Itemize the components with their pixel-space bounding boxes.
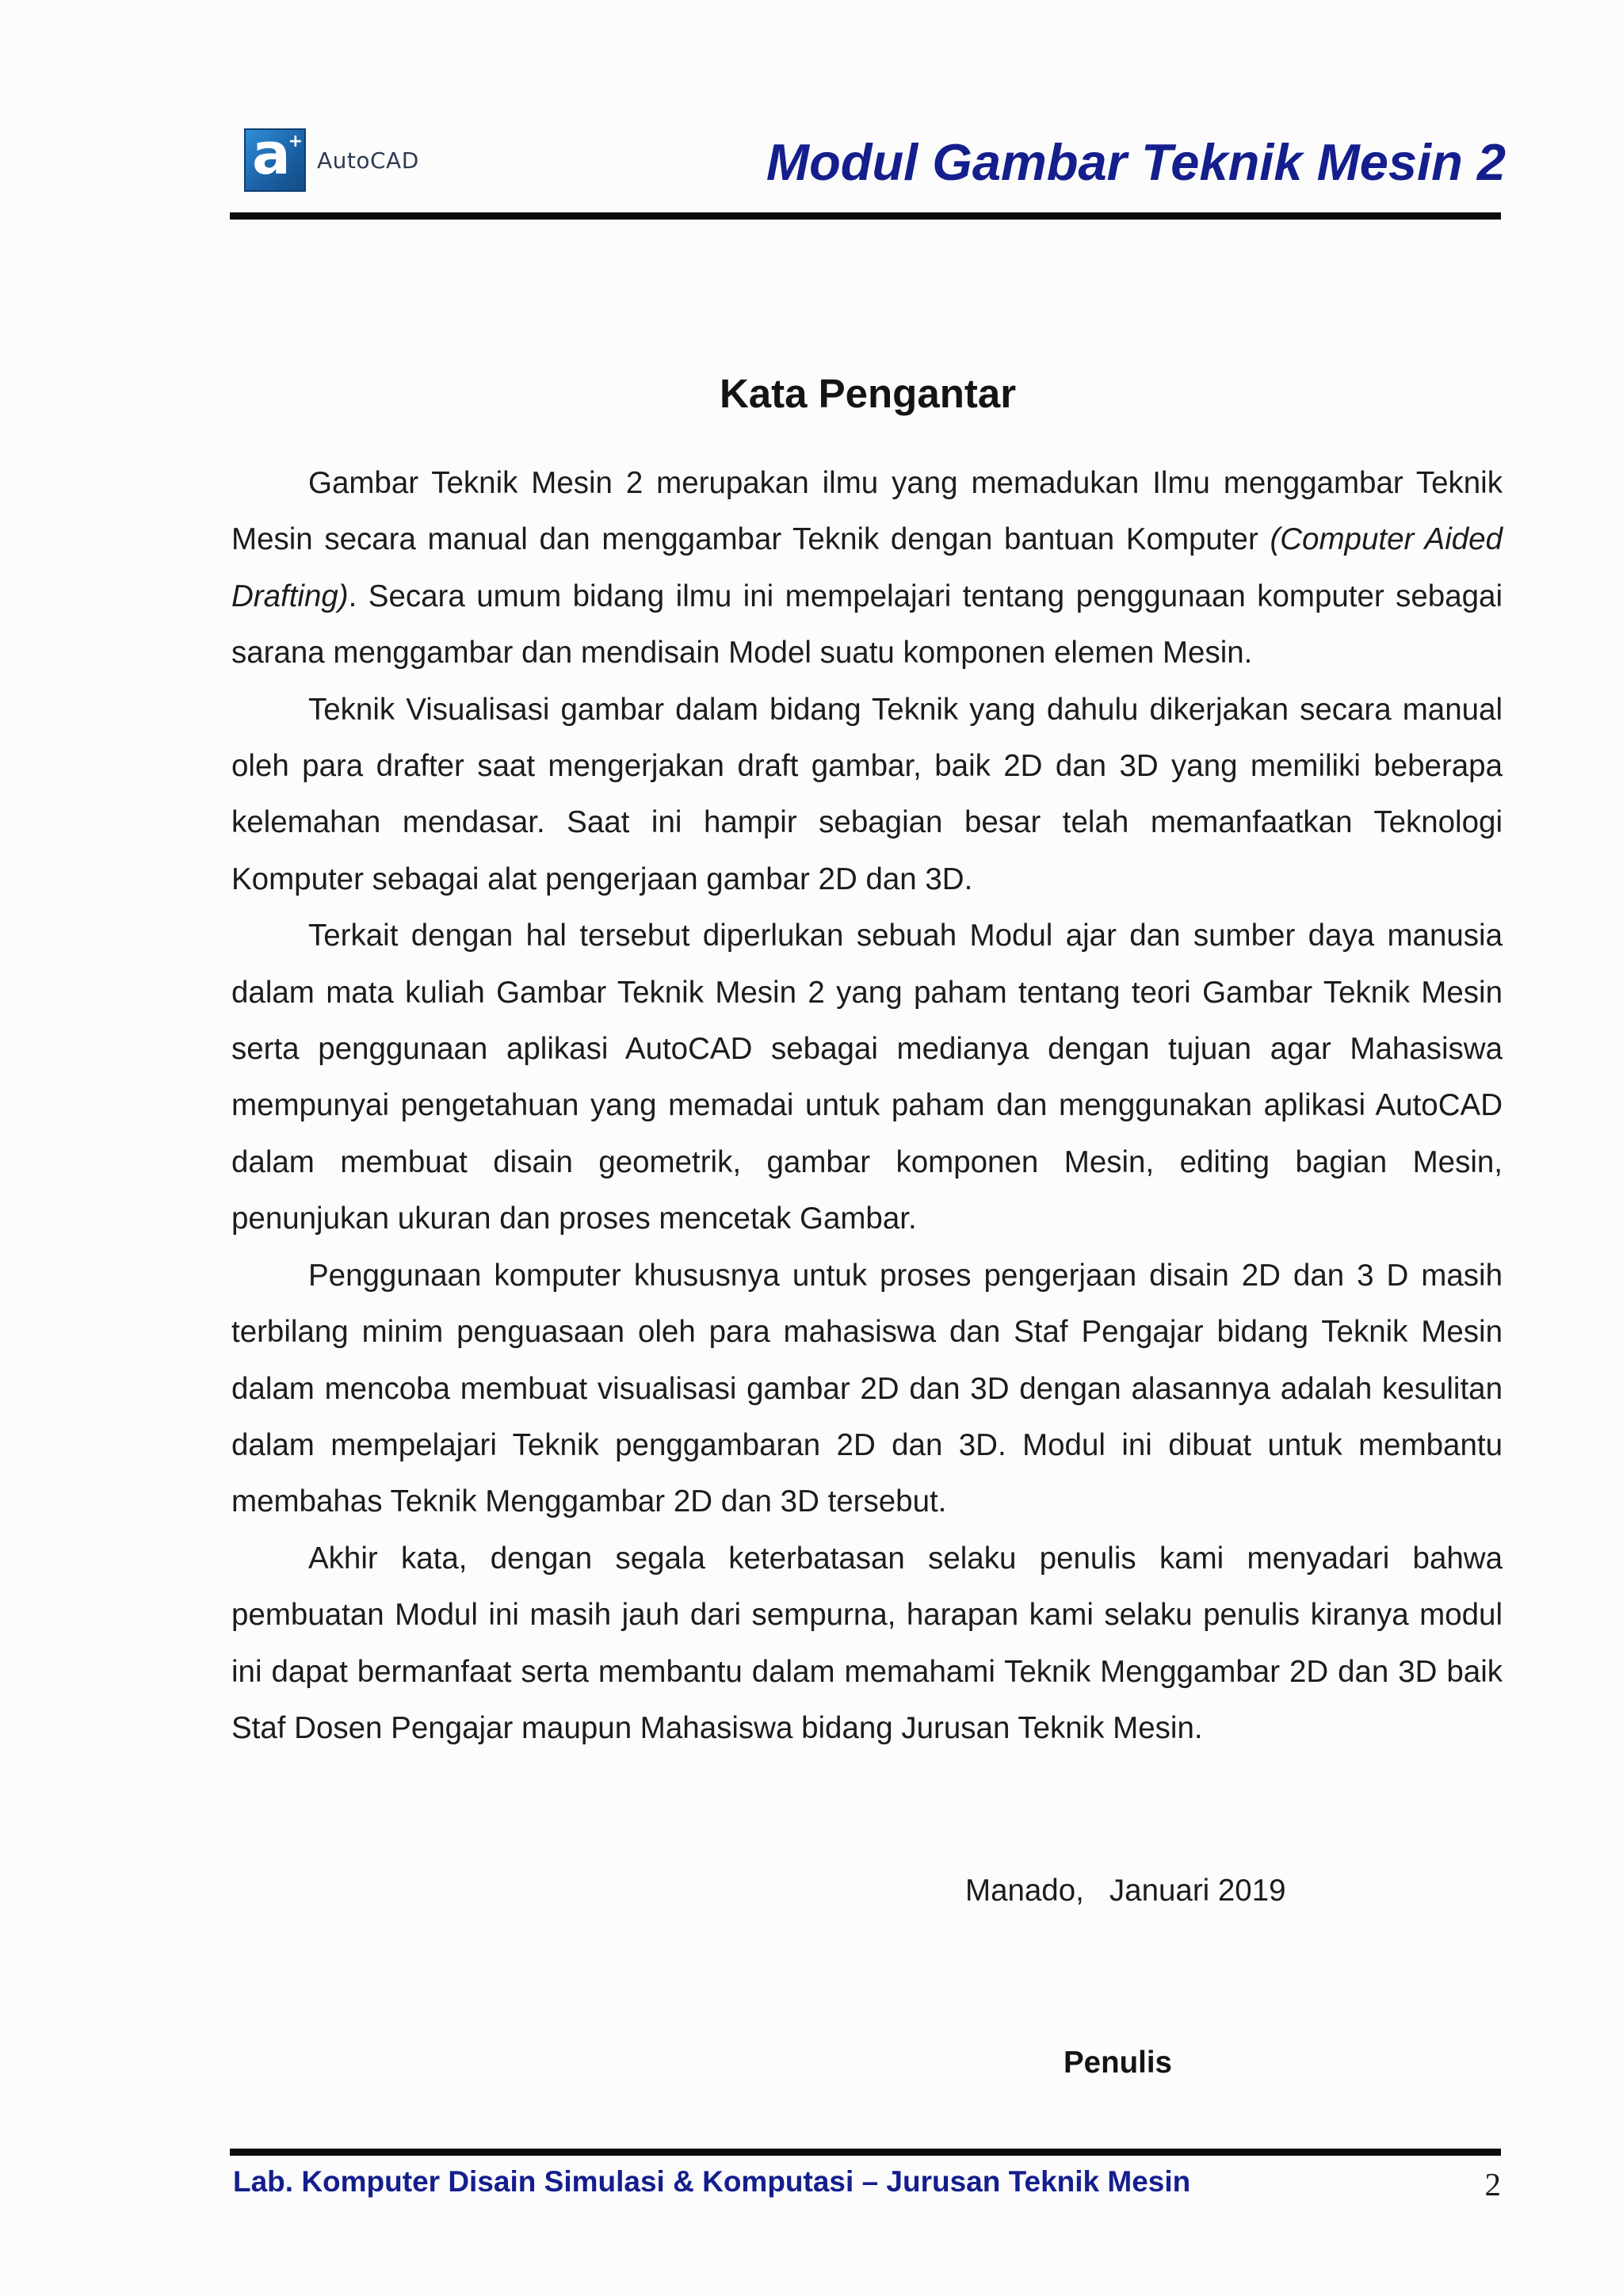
signature: Penulis — [1064, 2046, 1172, 2080]
page-number: 2 — [1484, 2166, 1501, 2202]
place-date: Manado, Januari 2019 — [965, 1874, 1286, 1908]
footer-rule — [230, 2149, 1501, 2156]
page-heading: Kata Pengantar — [719, 371, 1017, 416]
logo-text: AutoCAD — [317, 147, 419, 174]
body-text — [231, 455, 1503, 1756]
autocad-logo — [244, 120, 419, 192]
paragraph: Teknik Visualisasi gambar dalam bidang Teknik yang dahulu dikerjakan secara manual oleh para drafter saat mengerjakan draft gambar, baik 2D dan 3D yang memiliki beberapa kelemahan mendasar. Saat ini hampir sebagian besar telah memanfaatkan Teknologi Komputer sebagai alat pengerjaan gambar 2D dan 3D. — [231, 692, 1503, 896]
footer-text: Lab. Komputer Disain Simulasi & Komputasi – Jurusan Teknik Mesin — [233, 2165, 1191, 2198]
paragraph: Penggunaan komputer khususnya untuk proses pengerjaan disain 2D dan 3 D masih terbilang minim penguasaan oleh para mahasiswa dan Staf Pengajar bidang Teknik Mesin dalam mencoba membuat visualisasi gambar 2D dan 3D dengan alasannya adalah kesulitan dalam mempelajari Teknik penggambaran 2D dan 3D. Modul ini dibuat untuk membantu membahas Teknik Menggambar 2D dan 3D tersebut. — [231, 1258, 1503, 1519]
autocad-logo-icon: a + — [244, 128, 306, 192]
paragraph: Terkait dengan hal tersebut diperlukan sebuah Modul ajar dan sumber daya manusia dalam mata kuliah Gambar Teknik Mesin 2 yang paham tentang teori Gambar Teknik Mesin serta penggunaan aplikasi AutoCAD sebagai medianya dengan tujuan agar Mahasiswa mempunyai pengetahuan yang memadai untuk paham dan menggunakan aplikasi AutoCAD dalam membuat disain geometrik, gambar komponen Mesin, editing bagian Mesin, penunjukan ukuran dan proses mencetak Gambar. — [231, 919, 1503, 1236]
header-rule — [230, 212, 1501, 220]
module-title: Modul Gambar Teknik Mesin 2 — [766, 133, 1506, 191]
paragraph: Gambar Teknik Mesin 2 merupakan ilmu yang memadukan Ilmu menggambar Teknik Mesin secara manual dan menggambar Teknik dengan bantuan Komputer (Computer Aided Drafting). Secara umum bidang ilmu ini mempelajari tentang penggunaan komputer sebagai sarana menggambar dan mendisain Model suatu komponen elemen Mesin. — [231, 466, 1503, 670]
paragraph: Akhir kata, dengan segala keterbatasan selaku penulis kami menyadari bahwa pembuatan Modul ini masih jauh dari sempurna, harapan kami selaku penulis kiranya modul ini dapat bermanfaat serta membantu dalam memahami Teknik Menggambar 2D dan 3D baik Staf Dosen Pengajar maupun Mahasiswa bidang Jurusan Teknik Mesin. — [231, 1541, 1503, 1745]
italic-term: (Computer Aided Drafting) — [231, 522, 1503, 613]
